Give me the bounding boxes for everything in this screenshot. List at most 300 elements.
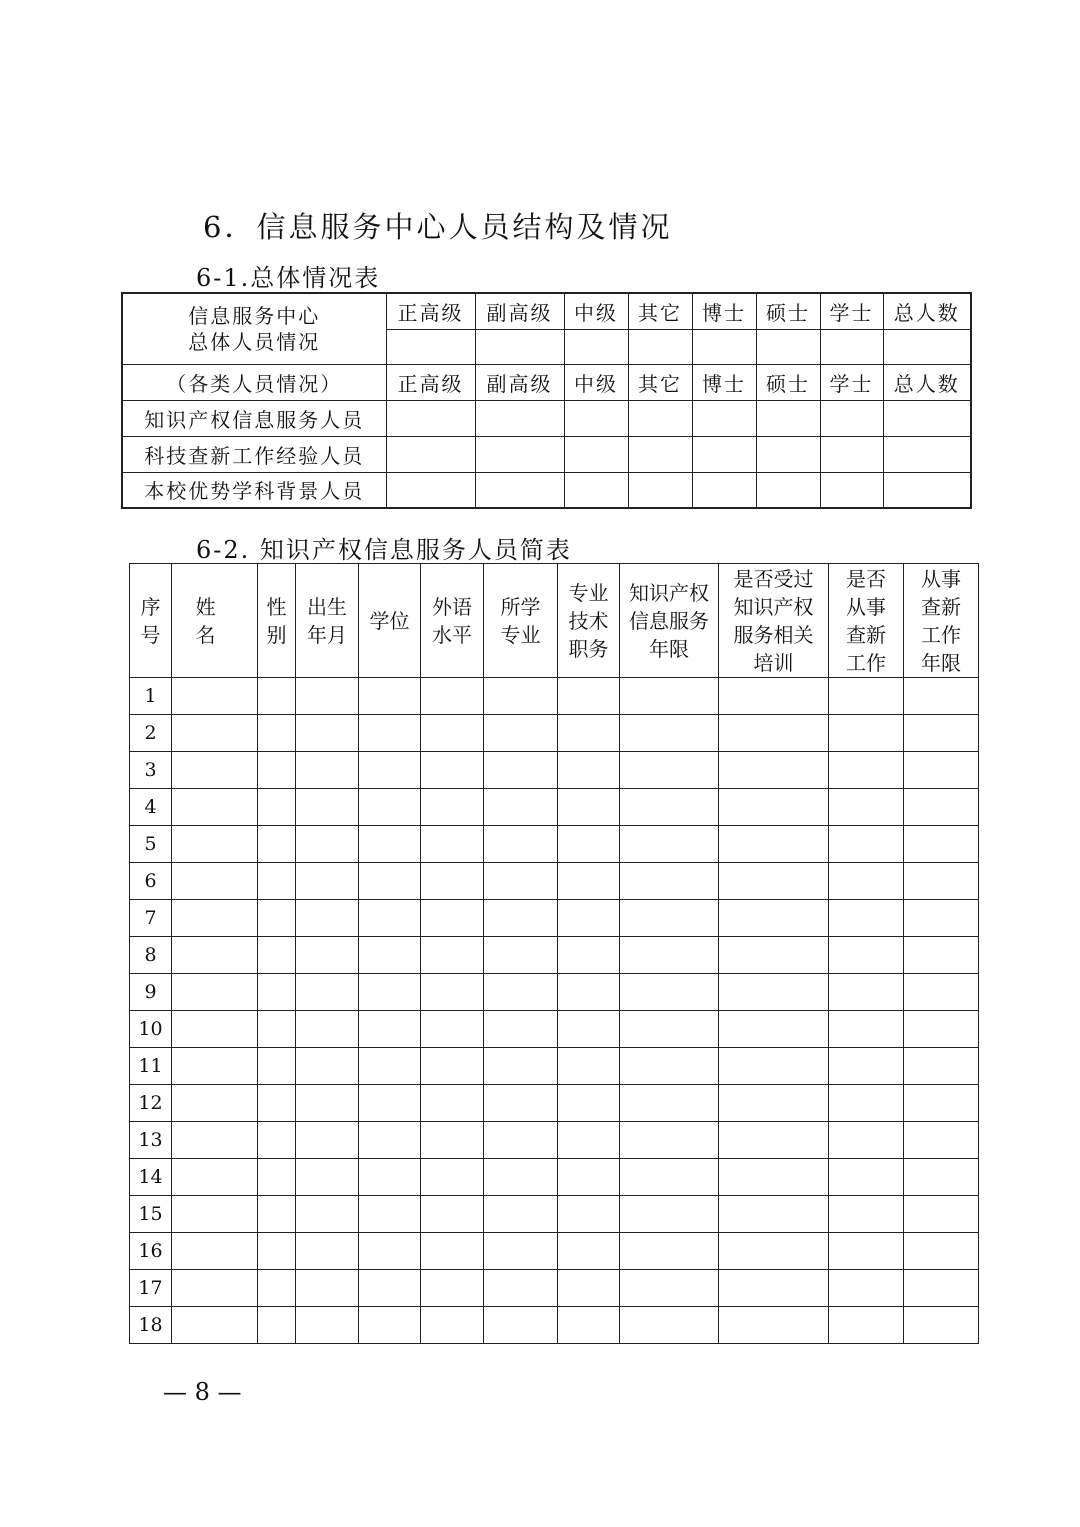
row-number: 9	[130, 974, 172, 1011]
table-cell[interactable]	[620, 1159, 719, 1196]
table-cell[interactable]	[620, 1270, 719, 1307]
table-row	[130, 863, 979, 900]
table-cell[interactable]	[484, 826, 558, 863]
table-cell[interactable]	[558, 1085, 620, 1122]
table-cell[interactable]	[296, 1270, 359, 1307]
table-cell[interactable]	[296, 1011, 359, 1048]
table-cell[interactable]	[296, 1159, 359, 1196]
table-cell[interactable]	[756, 472, 820, 508]
table-cell[interactable]	[258, 752, 296, 789]
table-cell[interactable]	[620, 863, 719, 900]
table-cell[interactable]	[258, 789, 296, 826]
table-row	[130, 1011, 979, 1048]
col-header	[484, 564, 558, 678]
col-header-line: 工作	[846, 650, 886, 675]
table-cell[interactable]	[829, 937, 904, 974]
col-header-line: 外语	[432, 594, 472, 619]
table-cell[interactable]	[296, 789, 359, 826]
row-number: 7	[130, 900, 172, 937]
table-cell[interactable]	[620, 1233, 719, 1270]
table-cell[interactable]	[719, 1085, 829, 1122]
table-cell[interactable]	[359, 974, 421, 1011]
table-cell[interactable]	[484, 1159, 558, 1196]
table-cell[interactable]	[719, 1048, 829, 1085]
table-row	[130, 974, 979, 1011]
table-cell[interactable]	[904, 974, 979, 1011]
table-cell[interactable]	[820, 400, 883, 436]
table2-caption: 6-2. 知识产权信息服务人员简表	[196, 536, 572, 564]
table-cell[interactable]	[829, 1196, 904, 1233]
row-number: 17	[130, 1270, 172, 1307]
table-cell[interactable]	[620, 678, 719, 715]
table-cell[interactable]	[484, 1085, 558, 1122]
table-cell[interactable]	[719, 1159, 829, 1196]
col-header-line: 学位	[369, 608, 410, 633]
table-cell[interactable]	[475, 436, 564, 472]
table-cell[interactable]	[296, 1048, 359, 1085]
table-cell[interactable]	[829, 678, 904, 715]
table-cell[interactable]	[719, 974, 829, 1011]
col-header-line: 查新	[921, 594, 961, 619]
table-cell[interactable]	[172, 1122, 258, 1159]
col-header	[620, 564, 719, 678]
table-cell[interactable]	[558, 1048, 620, 1085]
col-header: 正高级	[386, 293, 475, 329]
table-cell[interactable]	[904, 937, 979, 974]
table-cell[interactable]	[904, 1122, 979, 1159]
table-cell[interactable]	[258, 826, 296, 863]
table-cell[interactable]	[359, 1085, 421, 1122]
table-cell[interactable]	[296, 752, 359, 789]
table-cell[interactable]	[829, 1307, 904, 1344]
table-cell[interactable]	[296, 715, 359, 752]
table-cell[interactable]	[172, 1196, 258, 1233]
col-header	[558, 564, 620, 678]
table-cell[interactable]	[620, 1085, 719, 1122]
table-cell[interactable]	[484, 1270, 558, 1307]
table-cell[interactable]	[558, 937, 620, 974]
table-cell[interactable]	[359, 1196, 421, 1233]
row-number: 4	[130, 789, 172, 826]
table-cell[interactable]	[829, 1048, 904, 1085]
col-header: 正高级	[386, 364, 475, 400]
table-cell[interactable]	[359, 900, 421, 937]
col-header	[421, 564, 484, 678]
table-cell[interactable]	[475, 329, 564, 364]
table-cell[interactable]	[620, 1122, 719, 1159]
table-cell[interactable]	[620, 900, 719, 937]
table-cell[interactable]	[558, 1196, 620, 1233]
table-cell[interactable]	[359, 1048, 421, 1085]
col-header-line: 是否	[846, 566, 886, 591]
overview-label	[122, 293, 386, 364]
table-cell[interactable]	[359, 1307, 421, 1344]
table-cell[interactable]	[756, 400, 820, 436]
table-cell[interactable]	[421, 900, 484, 937]
table-cell[interactable]	[258, 1048, 296, 1085]
section-title: 6．信息服务中心人员结构及情况	[203, 210, 673, 244]
col-header-line: 性	[266, 594, 287, 619]
col-header-line: 信息服务	[629, 608, 709, 633]
col-header: 博士	[692, 364, 756, 400]
table-cell[interactable]	[904, 1233, 979, 1270]
table-cell[interactable]	[692, 400, 756, 436]
col-header: 副高级	[475, 364, 564, 400]
table-cell[interactable]	[172, 678, 258, 715]
table-cell[interactable]	[558, 863, 620, 900]
table-cell[interactable]	[172, 937, 258, 974]
table-cell[interactable]	[296, 1196, 359, 1233]
table-cell[interactable]	[883, 329, 971, 364]
table-cell[interactable]	[386, 436, 475, 472]
table-cell[interactable]	[820, 436, 883, 472]
col-header	[719, 564, 829, 678]
table-cell[interactable]	[172, 863, 258, 900]
table-cell[interactable]	[421, 789, 484, 826]
table-cell[interactable]	[564, 472, 628, 508]
table-cell[interactable]	[359, 1122, 421, 1159]
table-cell[interactable]	[883, 400, 971, 436]
table-cell[interactable]	[172, 1233, 258, 1270]
table-cell[interactable]	[620, 1048, 719, 1085]
table-cell[interactable]	[484, 1196, 558, 1233]
row-number: 11	[130, 1048, 172, 1085]
table-cell[interactable]	[359, 863, 421, 900]
table-cell[interactable]	[475, 472, 564, 508]
table-cell[interactable]	[172, 826, 258, 863]
table-cell[interactable]	[296, 678, 359, 715]
row-number: 16	[130, 1233, 172, 1270]
table-cell[interactable]	[172, 789, 258, 826]
table-cell[interactable]	[558, 900, 620, 937]
col-header: 其它	[628, 364, 692, 400]
overview-label-line1: 信息服务中心	[188, 303, 321, 328]
table-cell[interactable]	[628, 472, 692, 508]
table-cell[interactable]	[421, 1270, 484, 1307]
table-cell[interactable]	[359, 826, 421, 863]
table-cell[interactable]	[904, 1048, 979, 1085]
table-cell[interactable]	[692, 329, 756, 364]
table-cell[interactable]	[296, 937, 359, 974]
table-cell[interactable]	[829, 1159, 904, 1196]
table-cell[interactable]	[719, 937, 829, 974]
table-cell[interactable]	[172, 1270, 258, 1307]
table-cell[interactable]	[829, 715, 904, 752]
col-header-line: 是否受过	[733, 566, 814, 591]
table-cell[interactable]	[829, 900, 904, 937]
table-row	[122, 400, 971, 436]
table-cell[interactable]	[719, 1196, 829, 1233]
table-cell[interactable]	[172, 1307, 258, 1344]
col-header: 中级	[564, 293, 628, 329]
table-cell[interactable]	[620, 789, 719, 826]
row-number: 12	[130, 1085, 172, 1122]
table-cell[interactable]	[359, 715, 421, 752]
table-cell[interactable]	[620, 1011, 719, 1048]
table-cell[interactable]	[628, 436, 692, 472]
table-cell[interactable]	[558, 1011, 620, 1048]
row-label: 本校优势学科背景人员	[122, 472, 386, 508]
row-label: 科技查新工作经验人员	[122, 436, 386, 472]
table-row	[122, 436, 971, 472]
table-cell[interactable]	[558, 1159, 620, 1196]
table-cell[interactable]	[628, 329, 692, 364]
col-header-line: 水平	[432, 622, 472, 647]
table-cell[interactable]	[719, 900, 829, 937]
col-header	[258, 564, 296, 678]
table-cell[interactable]	[484, 863, 558, 900]
table-cell[interactable]	[904, 678, 979, 715]
table-cell[interactable]	[558, 1307, 620, 1344]
table-cell[interactable]	[258, 678, 296, 715]
col-header	[296, 564, 359, 678]
table-cell[interactable]	[719, 1307, 829, 1344]
col-header-line: 序	[140, 594, 161, 619]
table-cell[interactable]	[258, 1270, 296, 1307]
table-cell[interactable]	[421, 1085, 484, 1122]
table-cell[interactable]	[719, 826, 829, 863]
table-cell[interactable]	[620, 974, 719, 1011]
table-cell[interactable]	[829, 974, 904, 1011]
table-cell[interactable]	[829, 826, 904, 863]
table-row	[130, 789, 979, 826]
row-number: 14	[130, 1159, 172, 1196]
table-row	[130, 678, 979, 715]
table-cell[interactable]	[829, 752, 904, 789]
table-cell[interactable]	[904, 789, 979, 826]
table-cell[interactable]	[421, 678, 484, 715]
table-cell[interactable]	[564, 436, 628, 472]
table-cell[interactable]	[692, 436, 756, 472]
table-cell[interactable]	[359, 789, 421, 826]
table-cell[interactable]	[719, 1270, 829, 1307]
table-row	[130, 1159, 979, 1196]
table-cell[interactable]	[904, 1011, 979, 1048]
col-header-line: 姓 名	[195, 594, 234, 647]
table-cell[interactable]	[359, 1159, 421, 1196]
table-cell[interactable]	[558, 826, 620, 863]
table-cell[interactable]	[172, 1159, 258, 1196]
table-cell[interactable]	[296, 900, 359, 937]
table-cell[interactable]	[172, 974, 258, 1011]
table-cell[interactable]	[386, 329, 475, 364]
table-cell[interactable]	[484, 900, 558, 937]
table-cell[interactable]	[421, 826, 484, 863]
table-cell[interactable]	[558, 1233, 620, 1270]
table-cell[interactable]	[172, 1085, 258, 1122]
table-cell[interactable]	[421, 1196, 484, 1233]
table-cell[interactable]	[258, 1159, 296, 1196]
table-cell[interactable]	[904, 863, 979, 900]
table-cell[interactable]	[484, 715, 558, 752]
col-header-line: 知识产权	[629, 580, 709, 605]
table-cell[interactable]	[719, 752, 829, 789]
col-header-line: 号	[140, 622, 161, 647]
table-cell[interactable]	[258, 1122, 296, 1159]
category-label: （各类人员情况）	[122, 364, 386, 400]
table-cell[interactable]	[296, 863, 359, 900]
table-cell[interactable]	[829, 863, 904, 900]
table-cell[interactable]	[620, 715, 719, 752]
row-number: 3	[130, 752, 172, 789]
table-cell[interactable]	[904, 1307, 979, 1344]
table-cell[interactable]	[820, 329, 883, 364]
table-cell[interactable]	[484, 1011, 558, 1048]
table-cell[interactable]	[172, 1011, 258, 1048]
table-cell[interactable]	[484, 1122, 558, 1159]
table-cell[interactable]	[421, 1159, 484, 1196]
table-cell[interactable]	[258, 900, 296, 937]
table-cell[interactable]	[484, 974, 558, 1011]
table-row	[130, 900, 979, 937]
table-cell[interactable]	[692, 472, 756, 508]
table-cell[interactable]	[258, 937, 296, 974]
table-cell[interactable]	[421, 1011, 484, 1048]
table-cell[interactable]	[756, 329, 820, 364]
table-cell[interactable]	[172, 900, 258, 937]
table-cell[interactable]	[620, 752, 719, 789]
table-cell[interactable]	[258, 1307, 296, 1344]
table-cell[interactable]	[904, 1159, 979, 1196]
table-cell[interactable]	[558, 1122, 620, 1159]
row-number: 18	[130, 1307, 172, 1344]
table-cell[interactable]	[829, 1233, 904, 1270]
table-cell[interactable]	[904, 1196, 979, 1233]
table-cell[interactable]	[820, 472, 883, 508]
table-cell[interactable]	[421, 1048, 484, 1085]
table-cell[interactable]	[558, 678, 620, 715]
table-cell[interactable]	[296, 1233, 359, 1270]
table-cell[interactable]	[628, 400, 692, 436]
table-cell[interactable]	[719, 1122, 829, 1159]
table-cell[interactable]	[172, 752, 258, 789]
table-cell[interactable]	[904, 1270, 979, 1307]
table-cell[interactable]	[558, 1270, 620, 1307]
row-number: 13	[130, 1122, 172, 1159]
table-cell[interactable]	[258, 1196, 296, 1233]
table-cell[interactable]	[484, 1048, 558, 1085]
table-cell[interactable]	[484, 752, 558, 789]
col-header	[130, 564, 172, 678]
table-cell[interactable]	[904, 826, 979, 863]
table-cell[interactable]	[620, 1196, 719, 1233]
table-cell[interactable]	[258, 715, 296, 752]
table-cell[interactable]	[558, 974, 620, 1011]
col-header-line: 年月	[307, 622, 347, 647]
table-cell[interactable]	[421, 974, 484, 1011]
table-cell[interactable]	[719, 1011, 829, 1048]
col-header: 中级	[564, 364, 628, 400]
col-header-line: 出生	[307, 594, 347, 619]
table-cell[interactable]	[258, 1233, 296, 1270]
table-cell[interactable]	[719, 715, 829, 752]
table-cell[interactable]	[484, 937, 558, 974]
table-cell[interactable]	[258, 1085, 296, 1122]
table-cell[interactable]	[475, 400, 564, 436]
table-cell[interactable]	[620, 937, 719, 974]
table-cell[interactable]	[386, 472, 475, 508]
table-row	[130, 752, 979, 789]
table-cell[interactable]	[558, 715, 620, 752]
table-cell[interactable]	[296, 1307, 359, 1344]
table-cell[interactable]	[296, 1122, 359, 1159]
table-cell[interactable]	[829, 1085, 904, 1122]
table-cell[interactable]	[484, 1233, 558, 1270]
table-cell[interactable]	[484, 678, 558, 715]
table-cell[interactable]	[620, 1307, 719, 1344]
table-cell[interactable]	[296, 1085, 359, 1122]
table-cell[interactable]	[296, 826, 359, 863]
table-cell[interactable]	[258, 1011, 296, 1048]
table-cell[interactable]	[484, 1307, 558, 1344]
col-header: 其它	[628, 293, 692, 329]
table-cell[interactable]	[359, 937, 421, 974]
table-cell[interactable]	[719, 863, 829, 900]
table-cell[interactable]	[756, 436, 820, 472]
table-cell[interactable]	[359, 1233, 421, 1270]
table-cell[interactable]	[359, 1270, 421, 1307]
table-cell[interactable]	[883, 436, 971, 472]
table-cell[interactable]	[421, 1233, 484, 1270]
table-cell[interactable]	[719, 789, 829, 826]
col-header-line: 工作	[921, 622, 961, 647]
table-cell[interactable]	[421, 1122, 484, 1159]
table-cell[interactable]	[421, 863, 484, 900]
table-cell[interactable]	[421, 937, 484, 974]
table-cell[interactable]	[829, 1270, 904, 1307]
table-cell[interactable]	[258, 863, 296, 900]
table-cell[interactable]	[904, 1085, 979, 1122]
table-row	[130, 715, 979, 752]
table-cell[interactable]	[829, 1011, 904, 1048]
table-cell[interactable]	[296, 974, 359, 1011]
col-header-line: 培训	[753, 650, 794, 675]
table-cell[interactable]	[564, 329, 628, 364]
table-cell[interactable]	[904, 715, 979, 752]
table-cell[interactable]	[558, 752, 620, 789]
table-cell[interactable]	[359, 1011, 421, 1048]
table-cell[interactable]	[829, 789, 904, 826]
table-cell[interactable]	[829, 1122, 904, 1159]
table-cell[interactable]	[421, 1307, 484, 1344]
row-number: 8	[130, 937, 172, 974]
table-cell[interactable]	[258, 974, 296, 1011]
table-cell[interactable]	[484, 789, 558, 826]
table-cell[interactable]	[620, 826, 719, 863]
table-cell[interactable]	[564, 400, 628, 436]
staff-table-header	[130, 564, 979, 678]
table-cell[interactable]	[359, 678, 421, 715]
table-cell[interactable]	[558, 789, 620, 826]
table-cell[interactable]	[172, 1048, 258, 1085]
table-row	[130, 1307, 979, 1344]
col-header-line: 专业	[568, 580, 609, 605]
col-header-line: 技术	[568, 608, 609, 633]
table-cell[interactable]	[904, 752, 979, 789]
table-cell[interactable]	[883, 472, 971, 508]
table-cell[interactable]	[904, 900, 979, 937]
col-header-line: 专业	[500, 622, 541, 647]
table-cell[interactable]	[359, 752, 421, 789]
table-cell[interactable]	[421, 752, 484, 789]
table-cell[interactable]	[421, 715, 484, 752]
table-cell[interactable]	[386, 400, 475, 436]
table-cell[interactable]	[172, 715, 258, 752]
table-cell[interactable]	[719, 678, 829, 715]
col-header: 总人数	[883, 364, 971, 400]
table-cell[interactable]	[719, 1233, 829, 1270]
col-header-line: 服务相关	[733, 622, 814, 647]
